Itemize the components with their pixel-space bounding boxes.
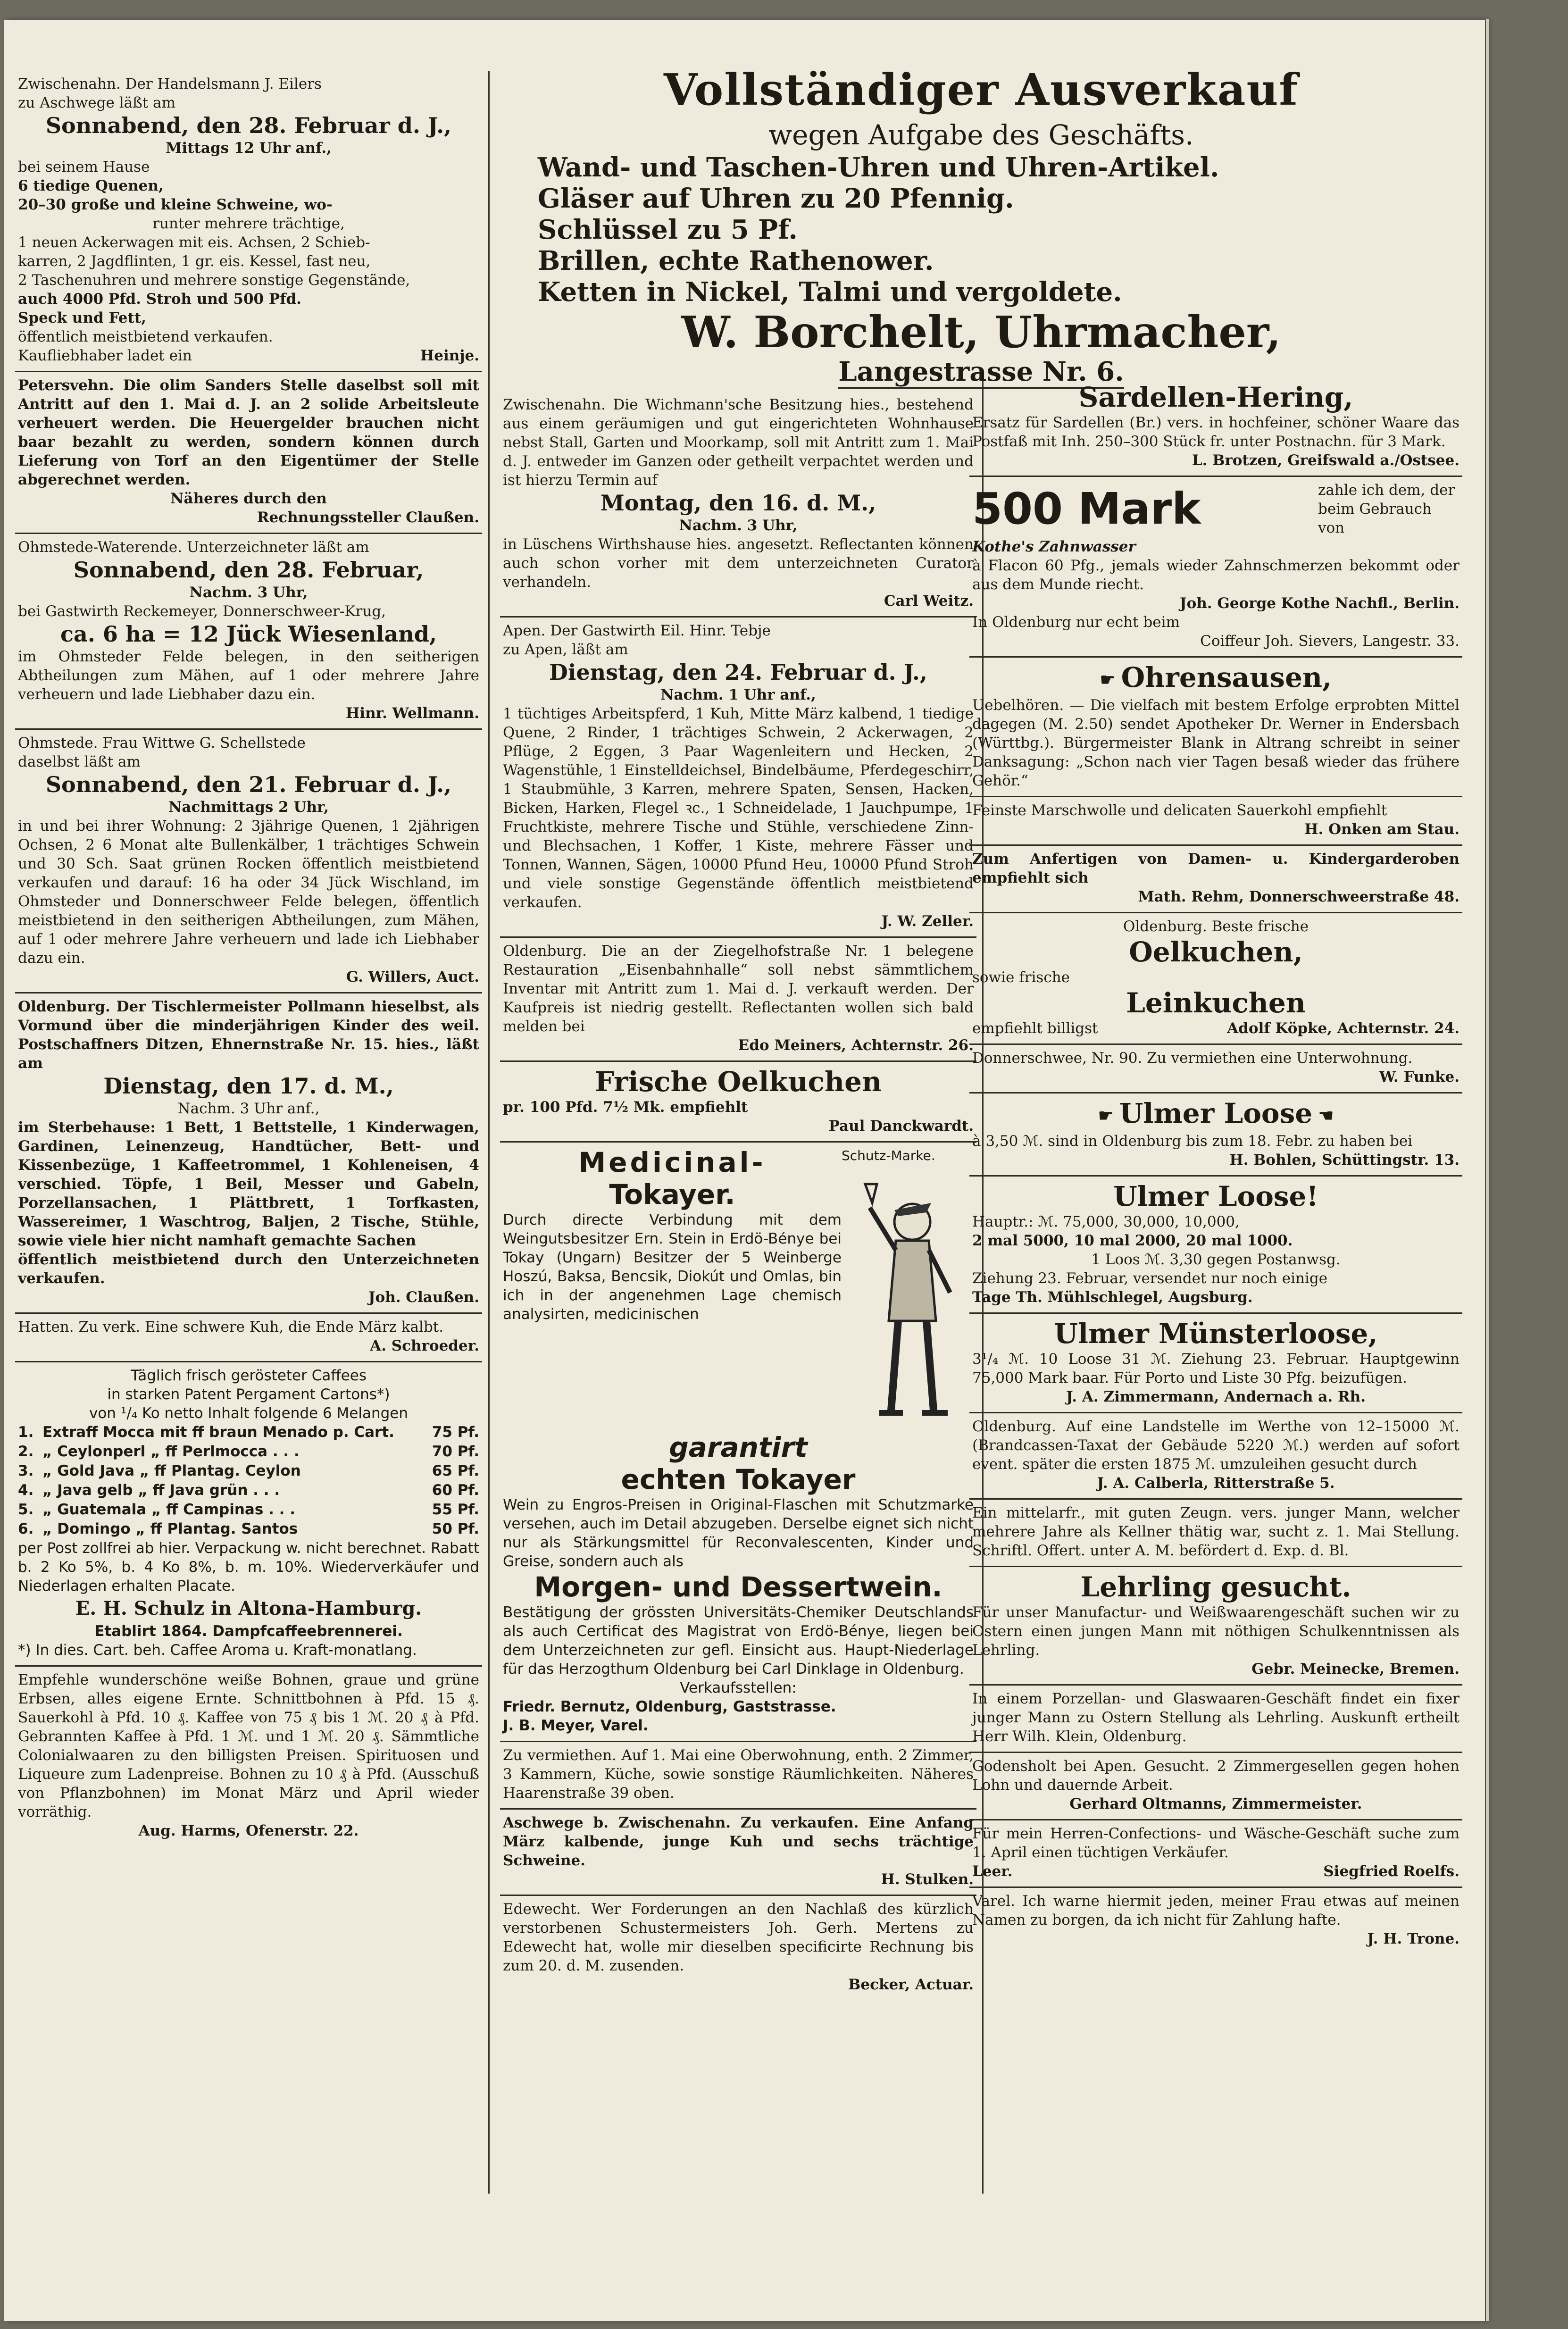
ad-ulmer-loose-muehlschlegel <box>969 1177 1462 1314</box>
ad-line: Verkaufsstellen: <box>680 1679 797 1696</box>
ad-onken <box>969 797 1462 846</box>
ad-kothe-zahnwasser <box>969 477 1462 658</box>
ad-text: Oldenburg. Die an der Ziegelhofstraße Nr. 1 belegene Restauration „Eisenbahnhalle“ soll nebst sämmtlichem Inventar mit Antritt zum 1. Mai d. J. verkauft werden. Der Kaufpreis ist niedrig gestellt. Reflectanten wollen sich bald melden bei <box>503 943 974 1035</box>
price-row: 1. Extraff Mocca mit ff braun Menado p. Cart. 75 Pf. <box>18 1424 479 1441</box>
ad-text: öffentlich meistbietend durch den Unterzeichneten verkaufen. <box>18 1251 479 1287</box>
ad-signature: Paul Danckwardt. <box>828 1118 974 1135</box>
ad-signature: Adolf Köpke, Achternstr. 24. <box>1227 1020 1460 1037</box>
ad-line: 6 tiedige Quenen, <box>18 177 164 194</box>
ad-eilers <box>15 71 482 372</box>
ad-hatten <box>15 1314 482 1362</box>
ad-signature: Tage Th. Mühlschlegel, Augsburg. <box>972 1289 1253 1306</box>
column-left <box>15 71 482 1846</box>
ad-signature: Becker, Actuar. <box>848 1976 974 1993</box>
ad-line: zu Aschwege läßt am <box>18 94 175 111</box>
ad-line: karren, 2 Jagdflinten, 1 gr. eis. Kessel, fast neu, <box>18 253 371 270</box>
ad-time: Mittags 12 Uhr anf., <box>166 140 332 157</box>
ad-signature: Aug. Harms, Ofenerstr. 22. <box>138 1822 359 1839</box>
ad-signature: Gerhard Oltmanns, Zimmermeister. <box>1069 1795 1362 1812</box>
ad-text: Feinste Marschwolle und delicaten Sauerkohl empfiehlt <box>972 802 1387 819</box>
ad-line: 1 neuen Ackerwagen mit eis. Achsen, 2 Schieb- <box>18 234 370 251</box>
ad-footnote: *) In dies. Cart. beh. Caffee Aroma u. Kraft-monatlang. <box>18 1642 417 1659</box>
winemaker-icon <box>851 1165 964 1429</box>
ad-line: Oldenburg. Beste frische <box>1123 918 1309 935</box>
ad-waterende <box>15 534 482 730</box>
ad-line: J. B. Meyer, Varel. <box>503 1717 649 1734</box>
banner-subtitle: wegen Aufgabe des Geschäfts. <box>768 119 1194 151</box>
ad-line: Kaufliebhaber ladet ein <box>18 347 192 364</box>
ad-time: Nachm. 1 Uhr anf., <box>660 686 816 703</box>
ad-ohrensausen <box>969 658 1462 797</box>
ad-signature: Math. Rehm, Donnerschweerstraße 48. <box>1138 888 1460 905</box>
ad-line: 2 mal 5000, 10 mal 2000, 20 mal 1000. <box>972 1232 1293 1249</box>
banner-firm: W. Borchelt, Uhrmacher, <box>681 307 1281 358</box>
ad-line: Näheres durch den <box>170 490 327 507</box>
column-middle <box>500 392 976 2000</box>
pointing-hand-icon: ☛ <box>1098 1106 1119 1126</box>
ad-text: Uebelhören. — Die vielfach mit bestem Erfolge erprobten Mittel dagegen (M. 2.50) sendet Apotheker Dr. Werner in Endersbach (Württbg.). Bürgermeister Blank in Altrang schreibt in seiner Danksagung: „Schon nach vier Tagen besaß wieder das frühere Gehör.“ <box>972 697 1460 789</box>
page-edge <box>1486 19 1489 2321</box>
banner-title: Vollständiger Ausverkauf <box>664 64 1299 115</box>
ad-time: Nachm. 3 Uhr, <box>679 517 798 534</box>
ad-kellner <box>969 1500 1462 1567</box>
ad-signature: Siegfried Roelfs. <box>1323 1863 1460 1880</box>
ad-line: Ziehung 23. Februar, versendet nur noch einige <box>972 1270 1328 1287</box>
ad-klein <box>969 1686 1462 1753</box>
ad-line: Hauptr.: ℳ. 75,000, 30,000, 10,000, <box>972 1213 1240 1230</box>
ad-signature: Edo Meiners, Achternstr. 26. <box>738 1037 974 1054</box>
price-row: 2. „ Ceylonperl „ ff Perlmocca . . . 70 Pf. <box>18 1443 479 1460</box>
ad-harms <box>15 1667 482 1846</box>
ad-text: Hatten. Zu verk. Eine schwere Kuh, die Ende März kalbt. <box>18 1319 444 1336</box>
ad-ulmer-loose-bohlen <box>969 1094 1462 1177</box>
ad-text: 3¹/₄ ℳ. 10 Loose 31 ℳ. Ziehung 23. Februar. Hauptgewinn 75,000 Mark baar. Für Porto und Liste 30 Pfg. beizufügen. <box>972 1351 1460 1386</box>
ad-line: empfiehlt billigst <box>972 1020 1098 1037</box>
ad-text: Oldenburg. Der Tischlermeister Pollmann hieselbst, als Vormund über die minderjährigen Kinder des weil. Postschaffners Ditzen, Ehnernstraße Nr. 15. hies., läßt am <box>18 998 479 1072</box>
price-row: 3. „ Gold Java „ ff Plantag. Ceylon 65 Pf. <box>18 1462 479 1479</box>
ad-line: Zwischenahn. Der Handelsmann J. Eilers <box>18 75 322 92</box>
ad-line: Ohmstede. Frau Wittwe G. Schellstede <box>18 735 306 751</box>
ad-schulz-coffee <box>15 1362 482 1667</box>
ad-line: In Oldenburg nur echt beim <box>972 614 1180 631</box>
ad-line: öffentlich meistbietend verkaufen. <box>18 328 273 345</box>
ad-line: Leer. <box>972 1863 1013 1880</box>
ad-headline: Oelkuchen, <box>1129 936 1303 968</box>
ad-text: In einem Porzellan- und Glaswaaren-Geschäft findet ein fixer junger Mann zu Ostern Stellung als Lehrling. Auskunft ertheilt Herr Wilh. Klein, Oldenburg. <box>972 1690 1460 1745</box>
ad-text: Für unser Manufactur- und Weißwaarengeschäft suchen wir zu Ostern einen jungen Mann mit nöthigen Schulkenntnissen als Lehrling. <box>972 1604 1460 1659</box>
ad-text: im Sterbehause: 1 Bett, 1 Bettstelle, 1 Kinderwagen, Gardinen, Leinenzeug, Handtücher, Bett- und Kissenbezüge, 1 Kaffeetrommel, 1 Kohleneisen, 4 verschied. Töpfe, 1 Beil, Messer und Gabeln, Porzellansachen, 1 Plättbrett, 1 Torfkasten, Wassereimer, 1 Waschtrog, Baljen, 2 Tische, Stühle, sowie viele hier nicht namhaft gemachte Sachen <box>18 1119 479 1249</box>
ad-oltmanns <box>969 1753 1462 1820</box>
ad-zeller <box>500 618 976 938</box>
ad-date: Dienstag, den 17. d. M., <box>103 1073 394 1099</box>
ad-line: 2 Taschenuhren und mehrere sonstige Gegenstände, <box>18 272 410 289</box>
pointing-hand-icon: ☛ <box>1100 670 1121 690</box>
ad-date: Sonnabend, den 28. Februar, <box>73 557 424 583</box>
ad-line: Speck und Fett, <box>18 309 146 326</box>
ad-line: in starken Patent Pergament Cartons*) <box>107 1386 390 1403</box>
ad-text: Edewecht. Wer Forderungen an den Nachlaß des kürzlich verstorbenen Schustermeisters Joh. Gerh. Mertens zu Edewecht hat, wolle mir dieselben specificirte Rechnung bis zum 20. d. M. zusenden. <box>503 1901 974 1974</box>
ad-headline: 500 Mark <box>972 484 1201 534</box>
ad-line: Ohmstede-Waterende. Unterzeichneter läßt am <box>18 539 369 556</box>
ad-time: Nachm. 3 Uhr, <box>189 584 308 601</box>
ad-signature: J. H. Trone. <box>1367 1930 1460 1947</box>
ad-tokayer <box>500 1143 976 1742</box>
ad-signature: J. A. Zimmermann, Andernach a. Rh. <box>1066 1388 1366 1405</box>
ad-signature: Gebr. Meinecke, Bremen. <box>1251 1661 1460 1678</box>
ad-headline: echten Tokayer <box>621 1463 856 1495</box>
ad-headline: Morgen- und Dessertwein. <box>534 1571 942 1603</box>
ausverkauf-banner <box>500 61 1462 389</box>
ad-line: daselbst läßt am <box>18 753 141 770</box>
price-row: 5. „ Guatemala „ ff Campinas . . . 55 Pf. <box>18 1501 479 1518</box>
ad-signature: G. Willers, Auct. <box>346 968 479 985</box>
ad-petersvehn <box>15 372 482 534</box>
ad-firm: E. H. Schulz in Altona-Hamburg. <box>75 1597 422 1619</box>
ad-line: zu Apen, läßt am <box>503 641 628 658</box>
ad-text: im Ohmsteder Felde belegen, in den seitherigen Abtheilungen zum Mähen, auf 1 oder mehrere Jahre verheuern und lade Liebhaber dazu ein. <box>18 648 479 703</box>
ad-signature: H. Stulken. <box>881 1871 974 1888</box>
ad-headline: Frische Oelkuchen <box>594 1066 882 1098</box>
ad-text: Zum Anfertigen von Damen- u. Kindergarderoben empfiehlt sich <box>972 851 1460 886</box>
ad-signature: Rechnungssteller Claußen. <box>257 509 479 526</box>
ad-line: sowie frische <box>972 969 1070 986</box>
ad-line: Friedr. Bernutz, Oldenburg, Gaststrasse. <box>503 1698 836 1715</box>
ad-text: bei Gastwirth Reckemeyer, Donnerschweer-Krug, <box>18 603 386 620</box>
ad-eisenbahnhalle <box>500 938 976 1062</box>
ad-headline: Ulmer Münsterloose, <box>1054 1318 1378 1350</box>
ad-text: Donnerschwee, Nr. 90. Zu vermiethen eine Unterwohnung. <box>972 1050 1413 1067</box>
ad-text: Für mein Herren-Confections- und Wäsche-Geschäft suche zum 1. April einen tüchtigen Verkäufer. <box>972 1825 1460 1861</box>
ad-signature: J. W. Zeller. <box>881 913 974 930</box>
ad-firm: Joh. George Kothe Nachfl., Berlin. <box>1179 595 1460 612</box>
ad-line: bei seinem Hause <box>18 159 150 175</box>
ad-signature: Joh. Claußen. <box>368 1289 479 1306</box>
ad-edewecht <box>500 1896 976 2000</box>
ad-text: Petersvehn. Die olim Sanders Stelle daselbst soll mit Antritt auf den 1. Mai d. J. an 2 solide Arbeitsleute verheuert werden. Die Heuergelder brauchen nicht baar bezahlt zu werden, sondern können durch Lieferung von Torf an den Eigentümer der Stelle abgerechnet werden. <box>18 377 479 488</box>
ad-text: à Flacon 60 Pfg., jemals wieder Zahnschmerzen bekommt oder aus dem Munde riecht. <box>972 557 1460 593</box>
ad-signature: Heinje. <box>420 347 479 364</box>
ad-trone <box>969 1888 1462 1954</box>
ad-line: von ¹/₄ Ko netto Inhalt folgende 6 Melangen <box>89 1405 409 1422</box>
ad-funke <box>969 1045 1462 1094</box>
banner-line: Brillen, echte Rathenower. <box>538 245 934 276</box>
ad-ulmer-muensterloose <box>969 1314 1462 1413</box>
ad-headline: Medicinal- <box>578 1146 766 1178</box>
ad-date: Dienstag, den 24. Februar d. J., <box>549 659 927 685</box>
ad-headline: Ulmer Loose! <box>1113 1180 1318 1212</box>
ad-headline: Leinkuchen <box>1126 987 1306 1019</box>
ad-line: Täglich frisch gerösteter Caffees <box>130 1367 367 1384</box>
ad-text: in und bei ihrer Wohnung: 2 3jährige Quenen, 1 2jährigen Ochsen, 2 6 Monat alte Bullenkälber, 1 trächtiges Schwein und 30 Sch. Saat grünen Rocken öffentlich meistbietend verkaufen und darauf: 16 ha oder 34 Jück Wischland, im Ohmsteder und Donnerschweer Felde belegen, öffentlich meistbietend in den seitherigen Abtheilungen, zum Mähen, auf 1 oder mehrere Jahre verheuern und lade ich Liebhaber dazu ein. <box>18 818 479 967</box>
ad-text: Oldenburg. Auf eine Landstelle im Werthe von 12–15000 ℳ. (Brandcassen-Taxat der Gebäude 5220 ℳ.) werden auf sofort event. später die ersten 1875 ℳ. umzuleihen gesucht durch <box>972 1418 1460 1473</box>
ad-line: 1 Loos ℳ. 3,30 gegen Postanwsg. <box>1091 1251 1341 1268</box>
ad-text: in Lüschens Wirthshause hies. angesetzt. Reflectanten können auch schon vorher mit dem unterzeichneten Curator verhandeln. <box>503 536 974 591</box>
price-row: 6. „ Domingo „ ff Plantag. Santos 50 Pf. <box>18 1520 479 1537</box>
ad-text: Zwischenahn. Die Wichmann'sche Besitzung hies., bestehend aus einem geräumigen und gut eingerichteten Wohnhause nebst Stall, Garten und Moorkamp, soll mit Antritt zum 1. Mai d. J. entweder im Ganzen oder getheilt verpachtet werden und ist hierzu Termin auf <box>503 396 974 489</box>
ad-signature: L. Brotzen, Greifswald a./Ostsee. <box>1192 452 1460 469</box>
ad-line: auch 4000 Pfd. Stroh und 500 Pfd. <box>18 291 302 308</box>
ad-signature: Carl Weitz. <box>884 593 974 609</box>
banner-line: Ketten in Nickel, Talmi und vergoldete. <box>538 276 1122 308</box>
ad-text: Varel. Ich warne hiermit jeden, meiner Frau etwas auf meinen Namen zu borgen, da ich nicht für Zahlung hafte. <box>972 1893 1460 1928</box>
ad-line: pr. 100 Pfd. 7½ Mk. empfiehlt <box>503 1099 748 1116</box>
banner-line: Wand- und Taschen-Uhren und Uhren-Artikel. <box>538 152 1219 183</box>
banner-line: Gläser auf Uhren zu 20 Pfennig. <box>538 183 1014 214</box>
ad-tischler <box>15 993 482 1314</box>
ad-headline: ☛ Ohrensausen, <box>1100 661 1332 693</box>
ad-text: à 3,50 ℳ. sind in Oldenburg bis zum 18. Febr. zu haben bei <box>972 1133 1413 1150</box>
ad-headline: Tokayer. <box>609 1178 735 1210</box>
ad-text: Wein zu Engros-Preisen in Original-Flaschen mit Schutzmarke versehen, auch im Detail abzugeben. Derselbe eignet sich nicht nur als Stärkungsmittel für Reconvalescenten, Kinder und Greise, sondern auch als <box>503 1496 974 1570</box>
ad-signature: Coiffeur Joh. Sievers, Langestr. 33. <box>1200 633 1460 650</box>
ad-line: runter mehrere trächtige, <box>152 215 345 232</box>
ad-line: Apen. Der Gastwirth Eil. Hinr. Tebje <box>503 622 771 639</box>
ad-line: zahle ich dem, der beim Gebrauch von <box>1318 482 1455 536</box>
ad-headline: Lehrling gesucht. <box>1080 1571 1351 1603</box>
ad-headline: ca. 6 ha = 12 Jück Wiesenland, <box>60 621 437 647</box>
column-rule-left <box>488 71 490 2194</box>
ad-stulken <box>500 1810 976 1896</box>
price-row: 4. „ Java gelb „ ff Java grün . . . 60 Pf. <box>18 1482 479 1499</box>
ad-lehrling-meinecke <box>969 1567 1462 1686</box>
ad-roelfs <box>969 1820 1462 1888</box>
ad-text: Bestätigung der grössten Universitäts-Chemiker Deutschlands als auch Certificat des Magistrat von Erdö-Bénye, liegen bei dem Unterzeichneten zur gefl. Einsicht aus. Haupt-Niederlage für das Herzogthum Oldenburg bei Carl Dinklage in Oldenburg. <box>503 1604 974 1678</box>
ad-text: Ein mittelarfr., mit guten Zeugn. vers. junger Mann, welcher mehrere Jahre als Kellner thätig war, sucht z. 1. Mai Stellung. Schriftl. Offert. unter A. M. befördert d. Exp. d. Bl. <box>972 1504 1460 1559</box>
schutzmarke-figure <box>842 1146 974 1431</box>
ad-line: Schutz-Marke. <box>842 1148 935 1163</box>
ad-sardellen-hering <box>969 377 1462 477</box>
ad-rehm <box>969 846 1462 913</box>
column-right <box>969 377 1462 1954</box>
ad-headline: ☛ Ulmer Loose ☚ <box>1098 1097 1334 1129</box>
ad-signature: H. Bohlen, Schüttingstr. 13. <box>1229 1152 1460 1169</box>
ad-headline: Sardellen-Hering, <box>1078 381 1353 413</box>
ad-signature: A. Schroeder. <box>370 1337 479 1354</box>
ad-signature: W. Funke. <box>1379 1069 1460 1085</box>
ad-signature: Hinr. Wellmann. <box>346 705 479 722</box>
ad-signature: J. A. Calberla, Ritterstraße 5. <box>1097 1475 1335 1492</box>
ad-text: per Post zollfrei ab hier. Verpackung w. nicht berechnet. Rabatt b. 2 Ko 5%, b. 4 Ko 8%, b. m. 10%. Wiederverkäufer und Niederlagen erhalten Placate. <box>18 1540 479 1594</box>
ad-oelkuchen <box>500 1062 976 1143</box>
ad-line: 20–30 große und kleine Schweine, wo- <box>18 196 333 213</box>
ad-koepke <box>969 913 1462 1045</box>
ad-date: Montag, den 16. d. M., <box>600 490 876 516</box>
ad-calberla <box>969 1413 1462 1500</box>
ad-vermiethen <box>500 1742 976 1810</box>
ad-text: 1 tüchtiges Arbeitspferd, 1 Kuh, Mitte März kalbend, 1 tiedige Quene, 2 Rinder, 1 trächtiges Schwein, 2 Ackerwagen, 2 Pflüge, 2 Eggen, 3 Paar Wagenleitern und Hecken, 2 Wagenstühle, 1 Einstelldeichsel, Bindelbäume, Pferdegeschirr, 1 Staubmühle, 3 Karren, mehrere Spaten, Sensen, Hacken, Bicken, Harken, Flegel ꝛc., 1 Schneidelade, 1 Jauchpumpe, 1 Fruchtkiste, mehrere Tische und Stühle, verschiedene Zinn- und Blechsachen, 1 Koffer, 1 Kiste, mehrere Fässer und Tonnen, Wannen, Sägen, 10000 Pfund Heu, 10000 Pfund Stroh und viele sonstige Gegenstände öffentlich meistbietend verkaufen. <box>503 705 974 911</box>
ad-text: Ersatz für Sardellen (Br.) vers. in hochfeiner, schöner Waare das Postfaß mit Inh. 250–300 Stück fr. unter Postnachn. für 3 Mark. <box>972 414 1460 450</box>
banner-address: Langestrasse Nr. 6. <box>838 357 1124 389</box>
ad-schellstede <box>15 730 482 993</box>
ad-time: Nachm. 3 Uhr anf., <box>177 1100 320 1117</box>
ad-text: Durch directe Verbindung mit dem Weingutsbesitzer Ern. Stein in Erdö-Bénye bei Tokay (Ungarn) Besitzer der 5 Weinberge Hoszú, Baksa, Bencsik, Diokút und Omlas, bin ich in der angenehmen Lage chemisch analysirten, medicinischen <box>503 1211 842 1323</box>
banner-line: Schlüssel zu 5 Pf. <box>538 214 798 245</box>
ad-time: Nachmittags 2 Uhr, <box>168 799 329 816</box>
ad-text: Zu vermiethen. Auf 1. Mai eine Oberwohnung, enth. 2 Zimmer, 3 Kammern, Küche, sowie sonstige Räumlichkeiten. Näheres Haarenstraße 39 oben. <box>503 1747 974 1802</box>
ad-wichmann <box>500 392 976 618</box>
ad-signature: H. Onken am Stau. <box>1304 821 1460 838</box>
ad-text: Aschwege b. Zwischenahn. Zu verkaufen. Eine Anfang März kalbende, junge Kuh und sechs trächtige Schweine. <box>503 1814 974 1869</box>
ad-date: Sonnabend, den 21. Februar d. J., <box>45 772 452 797</box>
ad-line: Etablirt 1864. Dampfcaffeebrennerei. <box>94 1623 403 1640</box>
ad-text: Godensholt bei Apen. Gesucht. 2 Zimmergesellen gegen hohen Lohn und dauernde Arbeit. <box>972 1758 1460 1794</box>
ad-date: Sonnabend, den 28. Februar d. J., <box>45 113 452 138</box>
pointing-hand-icon: ☚ <box>1312 1106 1334 1126</box>
ad-headline: Kothe's Zahnwasser <box>972 538 1136 555</box>
ad-text: Empfehle wunderschöne weiße Bohnen, graue und grüne Erbsen, alles eigene Ernte. Schnittbohnen à Pfd. 15 ₰. Sauerkohl à Pfd. 10 ₰. Kaffee von 75 ₰ bis 1 ℳ. 20 ₰ à Pfd. Gebrannten Kaffee à Pfd. 1 ℳ. und 1 ℳ. 20 ₰. Sämmtliche Colonialwaaren zu den billigsten Preisen. Spirituosen und Liqueure zum Ladenpreise. Bohnen zu 10 ₰ à Pfd. (Ausschuß von Pflanzbohnen) im Monat März und April wieder vorräthig. <box>18 1671 479 1820</box>
ad-headline: garantirt <box>669 1431 808 1463</box>
